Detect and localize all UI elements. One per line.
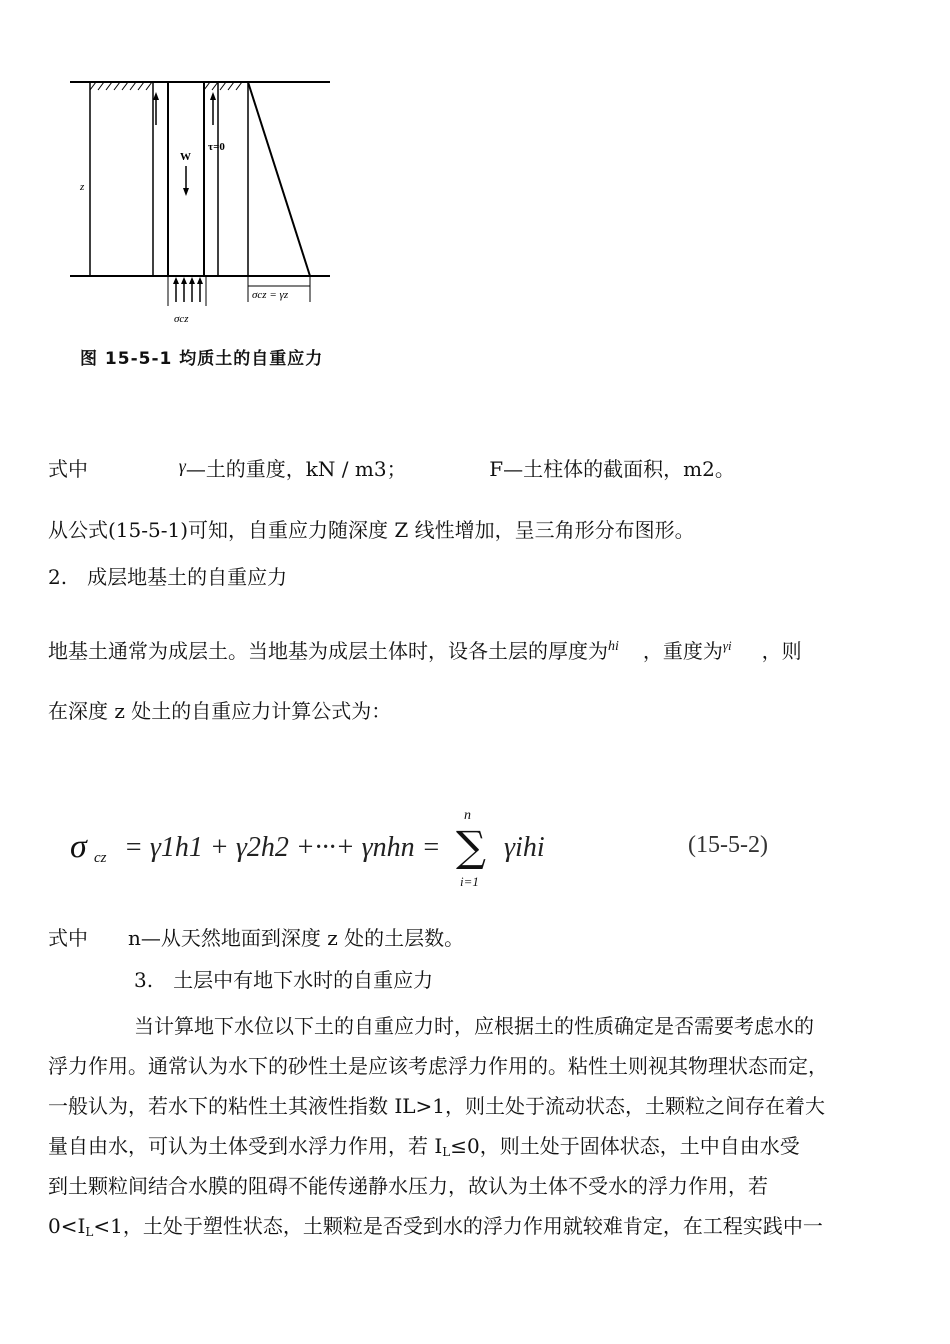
text-layered-b: ，重度为 — [642, 639, 723, 663]
text-line6-b: <1，土处于塑性状态，土颗粒是否受到水的浮力作用就较难肯定，在工程实践中一 — [93, 1214, 823, 1238]
section-heading-2: 2. 成层地基土的自重应力 — [48, 565, 288, 589]
figure-label-z: z — [80, 181, 85, 193]
text-layered-a: 地基土通常为成层土。当地基为成层土体时，设各土层的厚度为 — [48, 639, 608, 663]
formula-lhs-sub: cz — [94, 850, 107, 866]
text-line-n-definition: 式中 n—从天然地面到深度 z 处的土层数。 — [48, 926, 465, 950]
formula-sum-term: γihi — [504, 832, 545, 863]
figure-15-5-1 — [60, 70, 350, 340]
gamma-symbol: γ — [178, 456, 186, 476]
text-line6-a: 0<I — [48, 1214, 86, 1238]
figure-label-sigma-bottom: σcz — [174, 313, 189, 325]
text-line-symbol-definition — [48, 452, 735, 483]
formula-number: (15-5-2) — [688, 832, 768, 858]
hi-symbol: hi — [608, 639, 619, 654]
sum-sign-icon: ∑ — [456, 822, 486, 871]
text-line-layered-soil — [48, 632, 802, 665]
gi-symbol: γi — [722, 638, 732, 653]
formula-lhs: σ — [70, 828, 87, 865]
text-line6-sub: L — [85, 1225, 94, 1239]
figure-caption: 图 15-5-1 均质土的自重应力 — [80, 349, 324, 369]
text-line-conclusion: 从公式(15-5-1)可知，自重应力随深度 Z 线性增加，呈三角形分布图形。 — [48, 518, 695, 542]
paragraph-line-1: 当计算地下水位以下土的自重应力时，应根据土的性质确定是否需要考虑水的 — [134, 1014, 814, 1038]
f-definition: F—土柱体的截面积，m2。 — [489, 457, 735, 481]
text-line4-b: ≤0，则土处于固体状态，土中自由水受 — [450, 1134, 800, 1158]
paragraph-line-2: 浮力作用。通常认为水下的砂性土是应该考虑浮力作用的。粘性土则视其物理状态而定， — [48, 1054, 828, 1078]
figure-label-sigma-right: σcz = γz — [252, 289, 289, 301]
formula-rhs: = γ1h1 + γ2h2 +···+ γnhn = — [124, 832, 441, 863]
gamma-definition: —土的重度，kN / m3； — [185, 457, 407, 481]
formula-sum-bottom: i=1 — [460, 874, 479, 889]
text-line-formula-intro: 在深度 z 处土的自重应力计算公式为： — [48, 699, 392, 723]
section-heading-3: 3. 土层中有地下水时的自重应力 — [134, 968, 434, 992]
paragraph-line-4 — [48, 1132, 800, 1166]
figure-label-tau: τ=0 — [208, 141, 225, 153]
formula-sum-top: n — [464, 808, 471, 823]
formula-15-5-2 — [64, 808, 824, 898]
paragraph-line-3: 一般认为，若水下的粘性土其液性指数 IL>1，则土处于流动状态，土颗粒之间存在着大 — [48, 1094, 826, 1118]
text-line4-a: 量自由水，可认为土体受到水浮力作用，若 I — [48, 1134, 443, 1158]
text-line4-sub: L — [442, 1145, 451, 1159]
figure-label-w: W — [180, 151, 191, 163]
paragraph-line-5: 到土颗粒间结合水膜的阻碍不能传递静水压力，故认为土体不受水的浮力作用，若 — [48, 1174, 768, 1198]
text-layered-c: ，则 — [761, 639, 802, 663]
label-shizhong: 式中 — [48, 457, 88, 481]
paragraph-line-6 — [48, 1212, 823, 1246]
